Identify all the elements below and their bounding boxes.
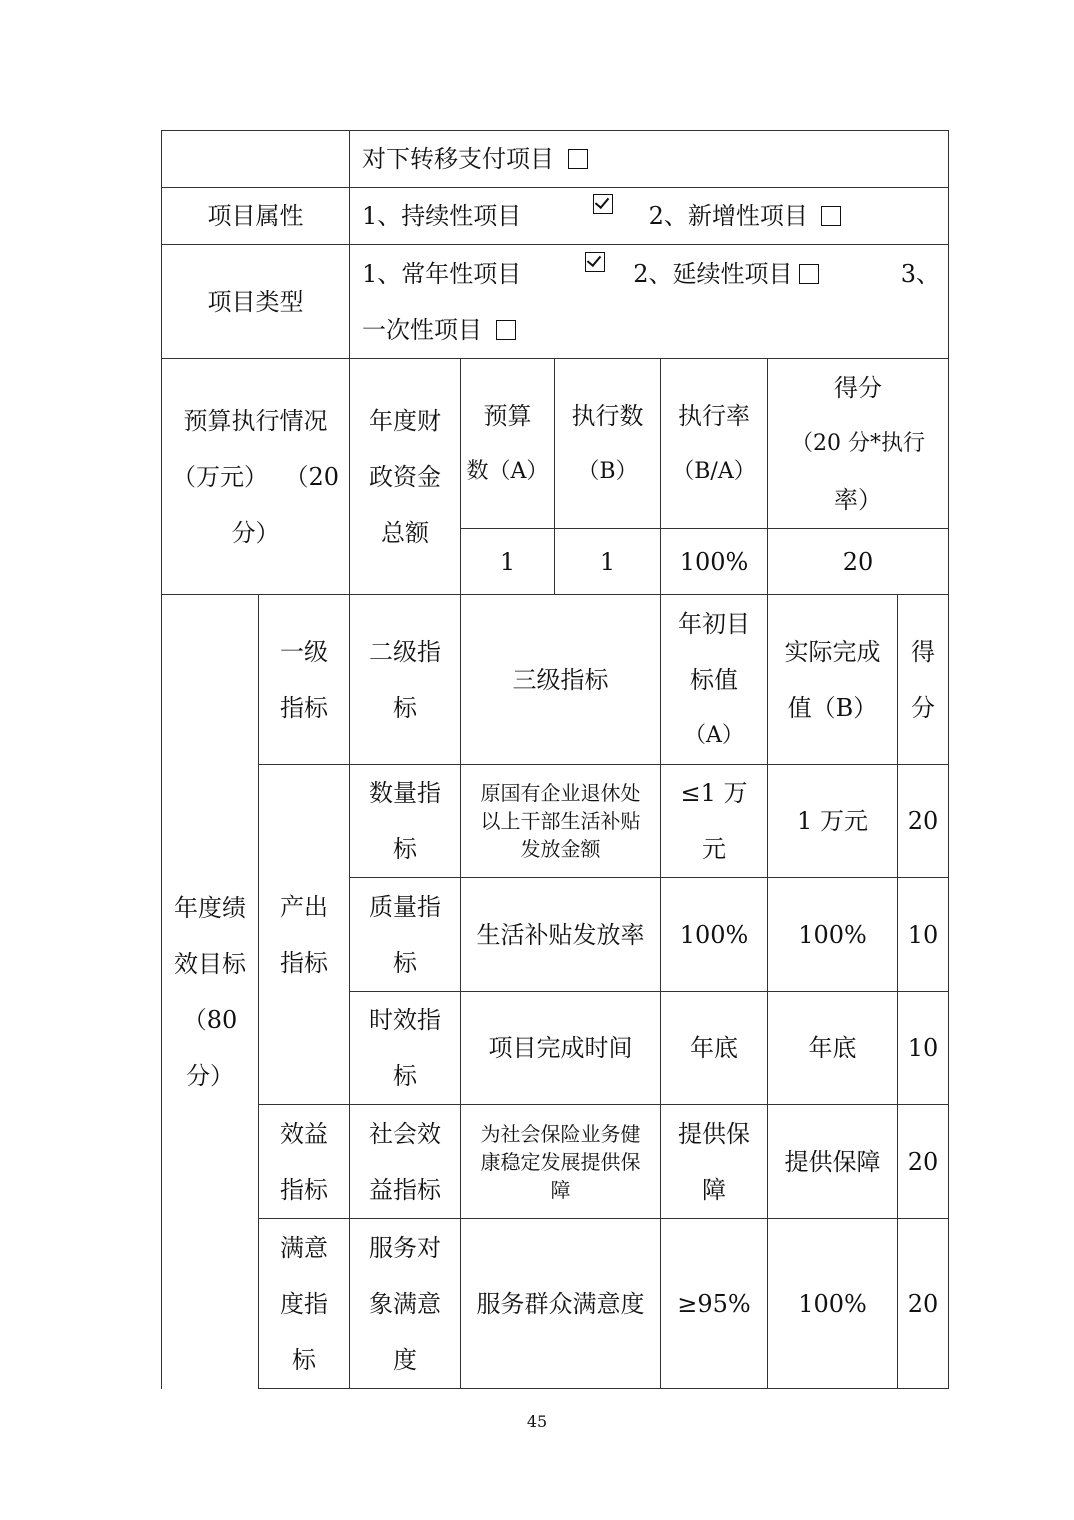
- checkbox-icon: [799, 264, 819, 284]
- header-line: 一级: [280, 637, 328, 666]
- exec-header: [555, 359, 661, 529]
- performance-table: [161, 130, 949, 1389]
- empty-cell: [162, 131, 350, 188]
- header-line: （B）: [577, 458, 638, 484]
- attr-label: 项目属性: [162, 188, 350, 245]
- table-row: [162, 245, 949, 359]
- subcategory-line: 标: [393, 835, 417, 863]
- subcategory-cell: [350, 765, 461, 878]
- type-option-number: 3、: [900, 259, 940, 288]
- type-label: 项目类型: [162, 245, 350, 359]
- table-row: [162, 595, 949, 765]
- subcategory-cell: [350, 1219, 461, 1389]
- target-line: 元: [702, 835, 726, 863]
- header-line: 实际完成: [784, 637, 881, 666]
- header-line: （20 分*执行: [791, 430, 925, 456]
- score-header: [768, 359, 949, 529]
- category-output: [259, 765, 350, 1105]
- header-line: 执行率: [678, 401, 750, 430]
- category-benefit: [259, 1105, 350, 1219]
- header-line: 指标: [280, 693, 328, 722]
- type-option-extended: 2、延续性项目: [633, 259, 793, 288]
- category-line: 标: [292, 1345, 316, 1374]
- header-line: 数（A）: [466, 458, 549, 484]
- exec-value: 1: [555, 529, 661, 595]
- subcategory-line: 度: [393, 1345, 417, 1374]
- table-row: [162, 1105, 949, 1219]
- subcategory-cell: [350, 1105, 461, 1219]
- header-line: （B/A）: [672, 458, 756, 484]
- category-line: 指标: [280, 1175, 328, 1204]
- budget-label-line: 预算执行情况: [183, 406, 328, 435]
- points-cell: 10: [898, 992, 949, 1105]
- annual-funds-line: 年度财: [369, 406, 441, 435]
- table-row: [162, 188, 949, 245]
- target-line: ≤1 万: [680, 779, 748, 807]
- score-value: 20: [768, 529, 949, 595]
- type-options: [350, 245, 949, 359]
- indicator-cell: 项目完成时间: [461, 992, 661, 1105]
- header-line: 值（B）: [787, 693, 878, 722]
- subcategory-line: 服务对: [369, 1233, 441, 1262]
- attr-options: [350, 188, 949, 245]
- points-cell: 20: [898, 1105, 949, 1219]
- header-line: 得: [911, 637, 935, 666]
- type-option-annual: 1、常年性项目: [362, 259, 522, 288]
- actual-cell: 100%: [768, 1219, 898, 1389]
- category-line: 满意: [280, 1233, 328, 1262]
- subcategory-cell: [350, 878, 461, 992]
- rate-header: [661, 359, 768, 529]
- actual-header: [768, 595, 898, 765]
- category-line: 产出: [280, 892, 328, 921]
- perf-label-line: 年度绩: [174, 893, 246, 922]
- budget-label-points: （20: [284, 462, 339, 491]
- table-row: [162, 131, 949, 188]
- perf-label-line: （80: [182, 1005, 238, 1034]
- level3-header: 三级指标: [461, 595, 661, 765]
- category-line: 度指: [280, 1289, 328, 1318]
- type-option-onetime: 一次性项目: [362, 315, 482, 344]
- level1-header: [259, 595, 350, 765]
- actual-cell: 1 万元: [768, 765, 898, 878]
- checkbox-checked-icon: [585, 252, 605, 272]
- table-row: [162, 765, 949, 878]
- indicator-cell: 为社会保险业务健康稳定发展提供保障: [461, 1105, 661, 1219]
- annual-funds-label: [350, 359, 461, 595]
- table-row: [162, 359, 949, 529]
- subcategory-line: 益指标: [369, 1175, 441, 1204]
- actual-cell: 年底: [768, 992, 898, 1105]
- perf-label: [162, 595, 259, 1389]
- rate-value: 100%: [661, 529, 768, 595]
- header-line: 预算: [483, 401, 532, 430]
- budget-label-unit: （万元）: [172, 462, 268, 491]
- target-line: 障: [702, 1175, 726, 1204]
- annual-funds-line: 政资金: [369, 462, 441, 491]
- points-cell: 10: [898, 878, 949, 992]
- subcategory-line: 社会效: [369, 1119, 441, 1148]
- checkbox-checked-icon: [593, 194, 613, 214]
- header-line: 得分: [834, 373, 882, 402]
- budget-value: 1: [461, 529, 555, 595]
- actual-cell: 100%: [768, 878, 898, 992]
- subcategory-cell: [350, 992, 461, 1105]
- annual-funds-line: 总额: [381, 518, 429, 547]
- target-cell: [661, 765, 768, 878]
- target-cell: [661, 1105, 768, 1219]
- budget-label: [162, 359, 350, 595]
- header-line: 标: [393, 693, 417, 722]
- target-cell: 100%: [661, 878, 768, 992]
- checkbox-icon: [821, 206, 841, 226]
- subcategory-line: 数量指: [369, 779, 441, 807]
- perf-label-line: 分）: [186, 1061, 234, 1090]
- category-line: 指标: [280, 948, 328, 977]
- target-cell: 年底: [661, 992, 768, 1105]
- points-header: [898, 595, 949, 765]
- target-cell: ≥95%: [661, 1219, 768, 1389]
- indicator-cell: 生活补贴发放率: [461, 878, 661, 992]
- perf-label-line: 效目标: [174, 949, 246, 978]
- header-line: 年初目: [678, 609, 750, 638]
- actual-cell: 提供保障: [768, 1105, 898, 1219]
- indicator-cell: 服务群众满意度: [461, 1219, 661, 1389]
- subcategory-line: 象满意: [369, 1289, 441, 1318]
- subcategory-line: 标: [393, 1062, 417, 1090]
- budget-label-line: 分）: [231, 518, 280, 547]
- checkbox-icon: [496, 320, 516, 340]
- category-line: 效益: [280, 1119, 328, 1148]
- target-header: [661, 595, 768, 765]
- header-line: 标值: [690, 665, 738, 694]
- subcategory-line: 时效指: [369, 1006, 441, 1034]
- transfer-cell: [350, 131, 949, 188]
- header-line: 分: [911, 693, 935, 722]
- header-line: 二级指: [369, 637, 441, 666]
- header-line: 执行数: [571, 401, 644, 430]
- level2-header: [350, 595, 461, 765]
- indicator-cell: 原国有企业退休处以上干部生活补贴发放金额: [461, 765, 661, 878]
- transfer-text: 对下转移支付项目: [362, 145, 554, 173]
- budget-header: [461, 359, 555, 529]
- subcategory-line: 质量指: [369, 892, 441, 921]
- checkbox-icon: [568, 149, 588, 169]
- header-line: （A）: [684, 722, 744, 748]
- category-satisfaction: [259, 1219, 350, 1389]
- table-row: [162, 1219, 949, 1389]
- points-cell: 20: [898, 1219, 949, 1389]
- attr-option-continuing: 1、持续性项目: [362, 202, 522, 230]
- target-line: 提供保: [678, 1119, 750, 1148]
- points-cell: 20: [898, 765, 949, 878]
- attr-option-new: 2、新增性项目: [648, 202, 808, 230]
- subcategory-line: 标: [393, 948, 417, 977]
- page-number: 45: [526, 1412, 548, 1431]
- header-line: 率）: [834, 485, 882, 514]
